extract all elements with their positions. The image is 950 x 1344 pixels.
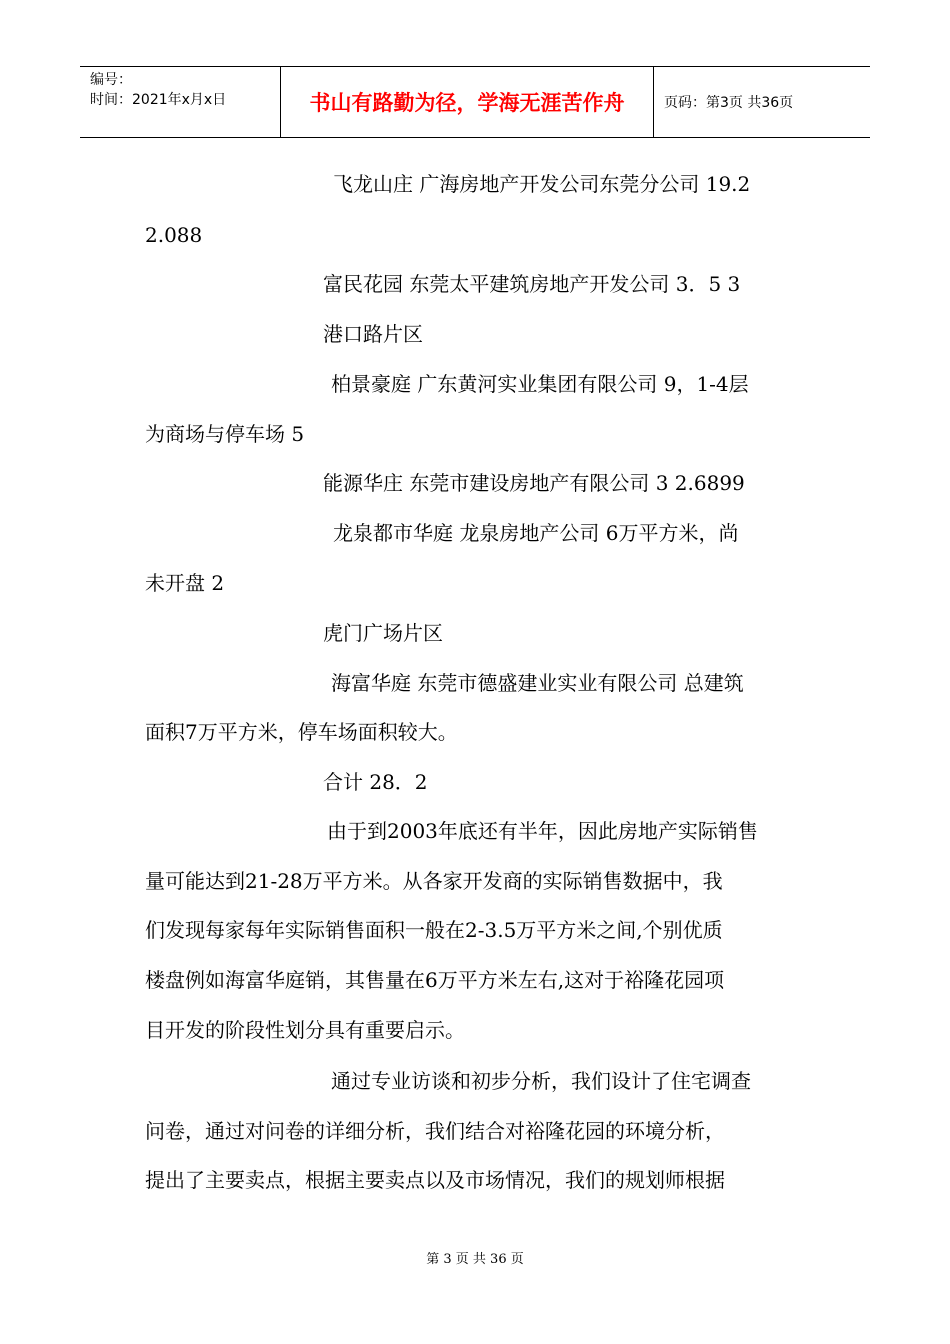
text-line: 富民花园 东莞太平建筑房地产开发公司 3．5 3 — [323, 272, 741, 296]
text-line: 楼盘例如海富华庭销，其售量在6万平方米左右,这对于裕隆花园项 — [145, 968, 725, 992]
text-line: 港口路片区 — [323, 322, 423, 346]
header-page-info — [664, 67, 870, 137]
text-line: 目开发的阶段性划分具有重要启示。 — [145, 1018, 465, 1042]
text-line: 问卷，通过对问卷的详细分析，我们结合对裕隆花园的环境分析， — [145, 1119, 725, 1143]
text-line: 量可能达到21-28万平方米。从各家开发商的实际销售数据中，我 — [145, 869, 723, 893]
page-info-text: 页码：第3页 共36页 — [664, 95, 794, 111]
text-line: 海富华庭 东莞市德盛建业实业有限公司 总建筑 — [331, 671, 744, 695]
text-line: 虎门广场片区 — [323, 621, 443, 645]
text-line: 为商场与停车场 5 — [145, 422, 305, 446]
text-line: 面积7万平方米，停车场面积较大。 — [145, 720, 458, 744]
text-line: 能源华庄 东莞市建设房地产有限公司 3 2.6899 — [323, 471, 745, 495]
page-header — [80, 66, 870, 138]
header-motto: 书山有路勤为径，学海无涯苦作舟 — [281, 67, 654, 137]
text-line: 提出了主要卖点，根据主要卖点以及市场情况，我们的规划师根据 — [145, 1168, 725, 1192]
text-line: 合计 28．2 — [323, 770, 428, 794]
text-line: 2.088 — [145, 223, 203, 247]
number-label: 编号： — [90, 72, 132, 88]
text-line: 未开盘 2 — [145, 571, 225, 595]
text-line: 们发现每家每年实际销售面积一般在2-3.5万平方米之间,个别优质 — [145, 918, 723, 942]
text-line: 通过专业访谈和初步分析，我们设计了住宅调查 — [331, 1069, 751, 1093]
page-footer — [0, 1248, 950, 1267]
text-line: 飞龙山庄 广海房地产开发公司东莞分公司 19.2 — [333, 172, 751, 196]
date-line: 时间：2021年x月x日 — [90, 92, 227, 108]
footer-page-number: 第 3 页 共 36 页 — [426, 1252, 524, 1267]
text-line: 由于到2003年底还有半年，因此房地产实际销售 — [327, 819, 758, 843]
text-line: 龙泉都市华庭 龙泉房地产公司 6万平方米，尚 — [333, 521, 739, 545]
text-line: 柏景豪庭 广东黄河实业集团有限公司 9，1-4层 — [331, 372, 749, 396]
header-meta-cell — [80, 67, 281, 137]
